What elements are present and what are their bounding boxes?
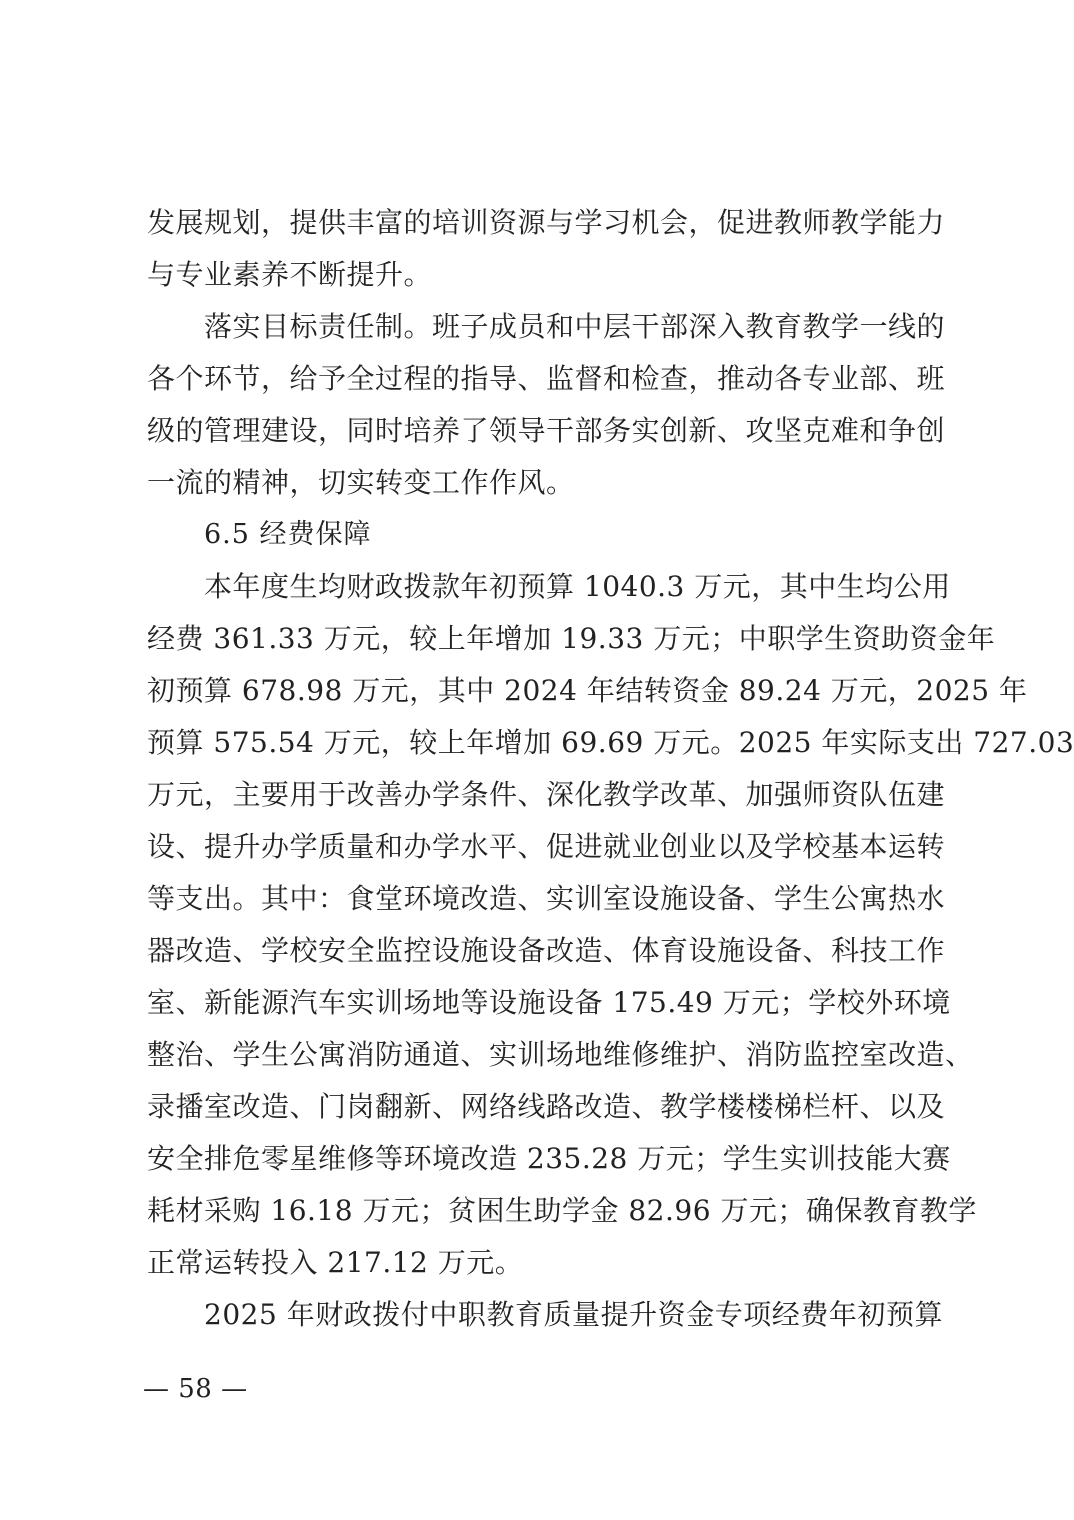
- paragraph-line: 万元，主要用于改善办学条件、深化教学改革、加强师资队伍建: [147, 778, 946, 811]
- paragraph-line: 设、提升办学质量和办学水平、促进就业创业以及学校基本运转: [147, 830, 946, 863]
- paragraph-line: 室、新能源汽车实训场地等设施设备 175.49 万元；学校外环境: [147, 986, 951, 1019]
- paragraph-line: 2025 年财政拨付中职教育质量提升资金专项经费年初预算: [204, 1298, 943, 1331]
- paragraph-line: 预算 575.54 万元，较上年增加 69.69 万元。2025 年实际支出 727.03: [147, 726, 1074, 759]
- paragraph-line: 各个环节，给予全过程的指导、监督和检查，推动各专业部、班: [147, 362, 946, 395]
- paragraph-line: 等支出。其中：食堂环境改造、实训室设施设备、学生公寓热水: [147, 882, 946, 915]
- section-heading: 6.5 经费保障: [204, 519, 372, 550]
- page-number: — 58 —: [143, 1374, 248, 1404]
- paragraph-line: 与专业素养不断提升。: [147, 258, 433, 291]
- paragraph-line: 耗材采购 16.18 万元；贫困生助学金 82.96 万元；确保教育教学: [147, 1194, 977, 1227]
- paragraph-line: 初预算 678.98 万元，其中 2024 年结转资金 89.24 万元，2025 年: [147, 674, 1028, 707]
- paragraph-line: 级的管理建设，同时培养了领导干部务实创新、攻坚克难和争创: [147, 414, 946, 447]
- paragraph-line: 正常运转投入 217.12 万元。: [147, 1246, 524, 1279]
- paragraph-line: 经费 361.33 万元，较上年增加 19.33 万元；中职学生资助资金年: [147, 622, 996, 655]
- paragraph-line: 安全排危零星维修等环境改造 235.28 万元；学生实训技能大赛: [147, 1142, 951, 1175]
- paragraph-line: 整治、学生公寓消防通道、实训场地维修维护、消防监控室改造、: [147, 1038, 974, 1071]
- paragraph-line: 落实目标责任制。班子成员和中层干部深入教育教学一线的: [204, 310, 946, 343]
- paragraph-line: 录播室改造、门岗翻新、网络线路改造、教学楼楼梯栏杆、以及: [147, 1090, 946, 1123]
- paragraph-line: 发展规划，提供丰富的培训资源与学习机会，促进教师教学能力: [147, 206, 946, 239]
- paragraph-line: 一流的精神，切实转变工作作风。: [147, 466, 575, 499]
- paragraph-line: 本年度生均财政拨款年初预算 1040.3 万元，其中生均公用: [204, 570, 951, 603]
- paragraph-line: 器改造、学校安全监控设施设备改造、体育设施设备、科技工作: [147, 934, 946, 967]
